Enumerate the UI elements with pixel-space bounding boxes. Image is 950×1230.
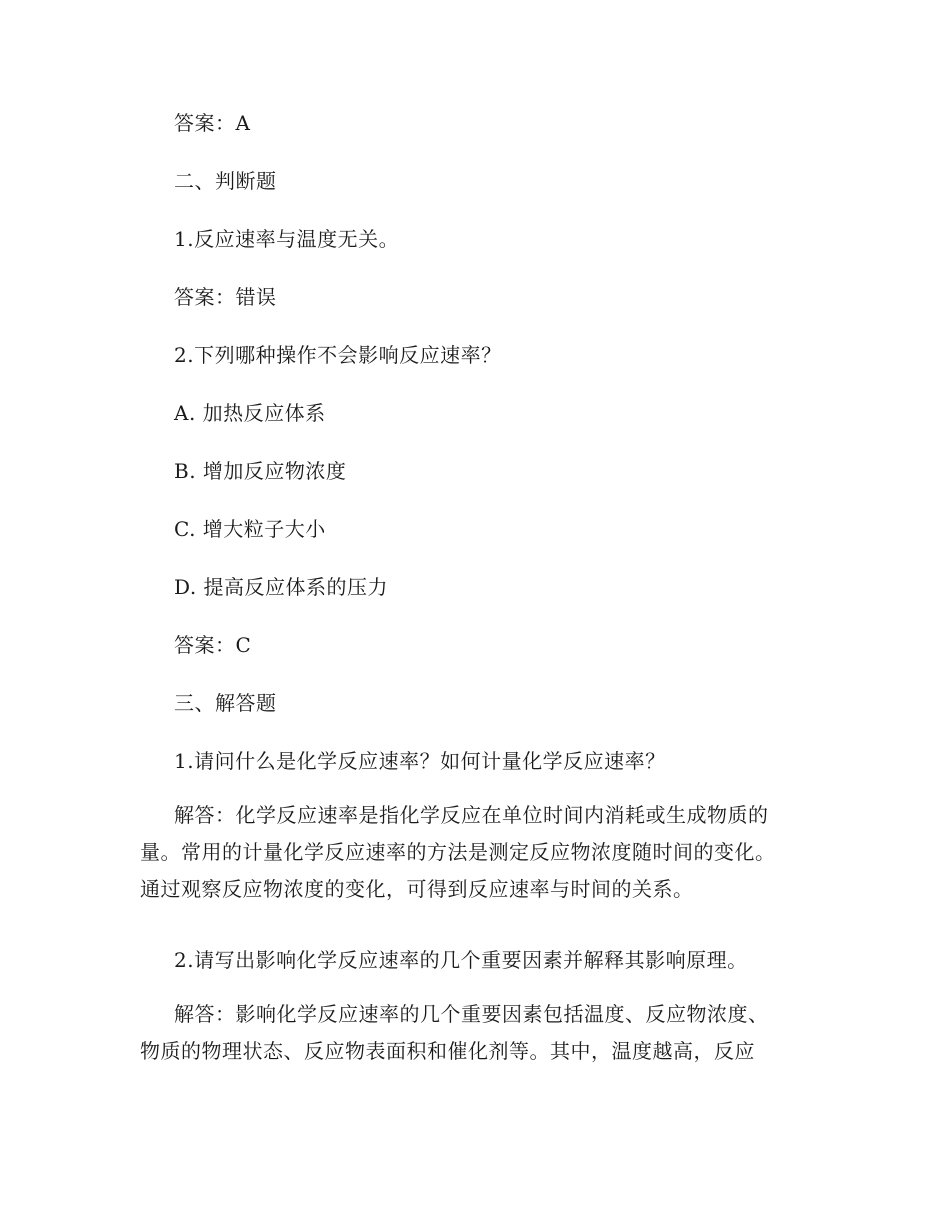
question-item: 1.反应速率与温度无关。 [174,227,400,251]
question-item: 2.下列哪种操作不会影响反应速率？ [174,343,502,367]
answer-line: 答案：错误 [174,285,277,309]
section-heading: 三、解答题 [174,691,277,715]
answer-line: 答案：C [174,633,252,657]
answer-paragraph [140,797,820,908]
option-c: C. 增大粒子大小 [174,517,326,541]
paragraph-line: 物质的物理状态、反应物表面积和催化剂等。其中，温度越高，反应 [140,1039,755,1063]
paragraph-line: 解答：影响化学反应速率的几个重要因素包括温度、反应物浓度、 [174,1002,769,1026]
question-item: 2.请写出影响化学反应速率的几个重要因素并解释其影响原理。 [174,948,748,972]
option-b: B. 增加反应物浓度 [174,459,347,483]
section-heading: 二、判断题 [174,169,277,193]
option-d: D. 提高反应体系的压力 [174,575,389,599]
paragraph-line: 通过观察反应物浓度的变化，可得到反应速率与时间的关系。 [140,877,694,901]
paragraph-line: 解答：化学反应速率是指化学反应在单位时间内消耗或生成物质的 [174,803,769,827]
answer-paragraph [140,996,820,1070]
paragraph-line: 量。常用的计量化学反应速率的方法是测定反应物浓度随时间的变化。 [140,840,776,864]
answer-line: 答案：A [174,111,251,135]
option-a: A. 加热反应体系 [174,401,326,425]
question-item: 1.请问什么是化学反应速率？如何计量化学反应速率？ [174,749,666,773]
